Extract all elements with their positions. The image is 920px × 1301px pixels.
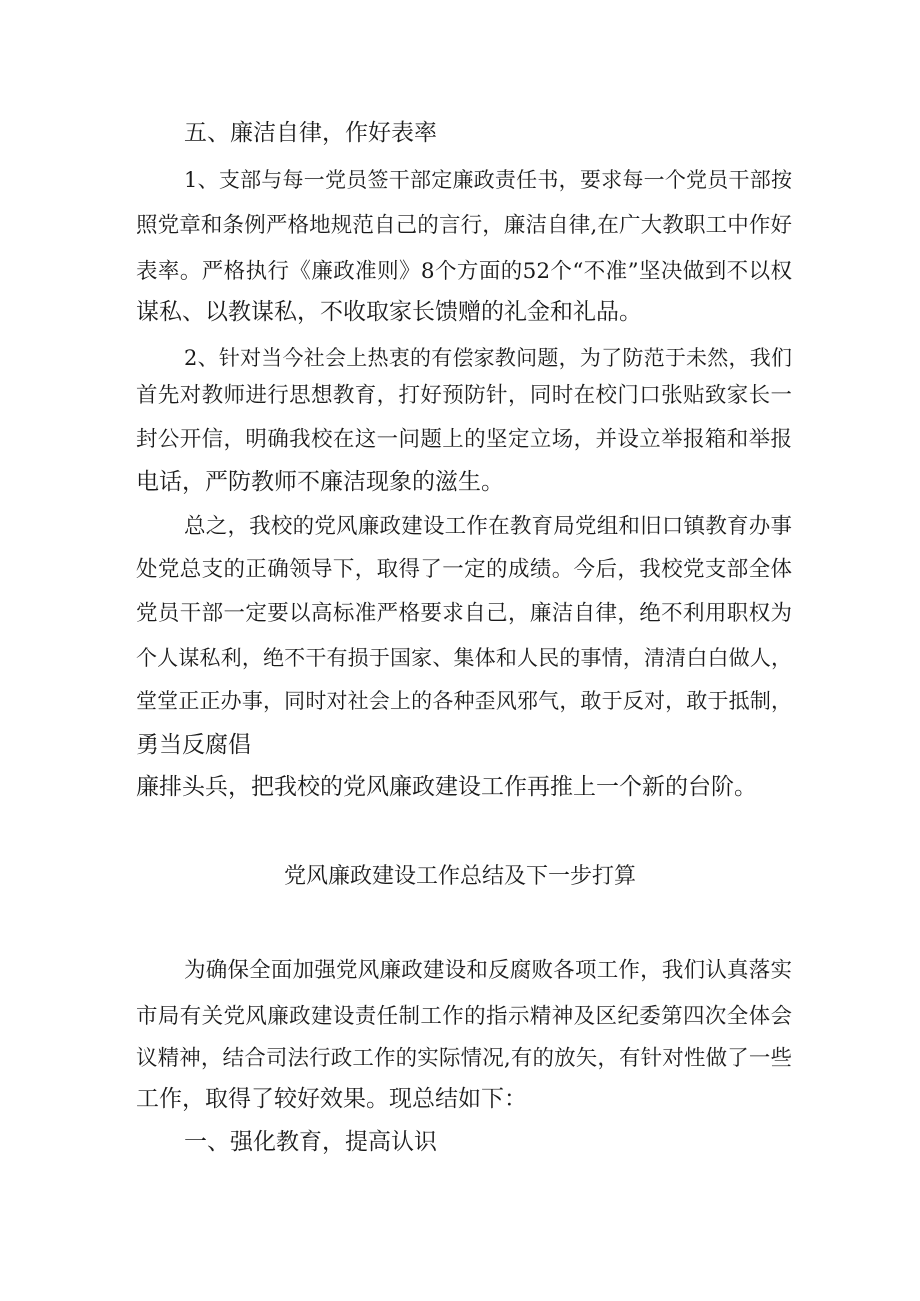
document-title: 党风廉政建设工作总结及下一步打算 [283, 864, 636, 889]
paragraph-line: 2、针对当今社会上热衷的有偿家教问题，为了防范于未然，我们 [184, 346, 792, 370]
paragraph-line: 工作，取得了较好效果。现总结如下： [136, 1086, 527, 1112]
paragraph-line: 勇当反腐倡 [136, 732, 251, 758]
paragraph-line: 处党总支的正确领导下，取得了一定的成绩。今后，我校党支部全体 [136, 557, 792, 582]
paragraph-line: 廉排头兵，把我校的党风廉政建设工作再推上一个新的台阶。 [136, 774, 757, 800]
paragraph-line: 表率。严格执行《廉政准则》8个方面的52个“不准”坚决做到不以权 [136, 259, 792, 284]
paragraph-line: 议精神，结合司法行政工作的实际情况,有的放矢，有针对性做了一些 [136, 1046, 792, 1071]
paragraph-line: 封公开信，明确我校在这一问题上的坚定立场，并设立举报箱和举报 [136, 427, 792, 452]
paragraph-line: 1、支部与每一党员签干部定廉政责任书，要求每一个党员干部按 [184, 168, 792, 192]
section-heading: 五、廉洁自律，作好表率 [184, 120, 437, 146]
paragraph-line: 首先对教师进行思想教育，打好预防针，同时在校门口张贴致家长一 [136, 383, 792, 408]
paragraph-line: 总之，我校的党风廉政建设工作在教育局党组和旧口镇教育办事 [184, 514, 792, 539]
paragraph-line: 个人谋私利，绝不干有损于国家、集体和人民的事情，清清白白做人， [136, 646, 792, 670]
paragraph-line: 党员干部一定要以高标准严格要求自己，廉洁自律，绝不利用职权为 [136, 601, 792, 626]
paragraph-line: 市局有关党风廉政建设责任制工作的指示精神及区纪委第四次全体会 [136, 1004, 792, 1029]
paragraph-line: 电话，严防教师不廉洁现象的滋生。 [136, 469, 504, 495]
section-heading: 一、强化教育，提高认识 [184, 1129, 437, 1155]
paragraph-line: 为确保全面加强党风廉政建设和反腐败各项工作，我们认真落实 [184, 958, 792, 983]
paragraph-line: 谋私、以教谋私，不收取家长馈赠的礼金和礼品。 [136, 299, 642, 325]
paragraph-line: 照党章和条例严格地规范自己的言行，廉洁自律,在广大教职工中作好 [136, 213, 792, 238]
paragraph-line: 堂堂正正办事，同时对社会上的各种歪风邪气，敢于反对，敢于抵制， [136, 689, 792, 713]
